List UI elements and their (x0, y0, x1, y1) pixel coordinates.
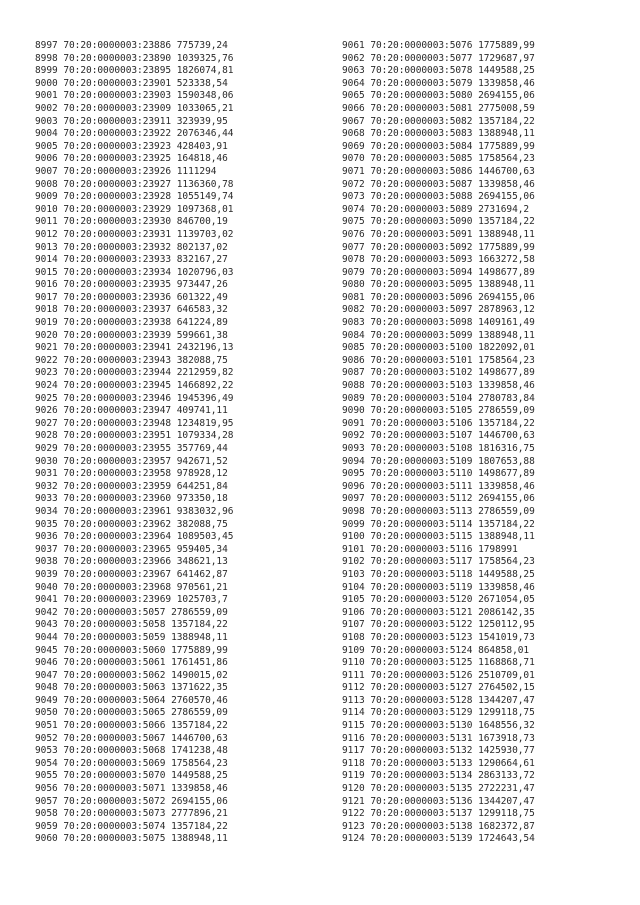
list-item: 9083 70:20:0000003:5098 1409161,49 (342, 317, 535, 329)
list-item: 9018 70:20:0000003:23937 646583,32 (35, 304, 228, 316)
list-item: 9021 70:20:0000003:23941 2432196,13 (35, 342, 234, 354)
list-item: 9070 70:20:0000003:5085 1758564,23 (342, 153, 535, 165)
list-item: 9100 70:20:0000003:5115 1388948,11 (342, 531, 535, 543)
list-item: 9081 70:20:0000003:5096 2694155,06 (342, 291, 535, 303)
list-item: 9088 70:20:0000003:5103 1339858,46 (342, 380, 535, 392)
list-item: 9056 70:20:0000003:5071 1339858,46 (35, 783, 228, 795)
list-item: 9022 70:20:0000003:23943 382088,75 (35, 354, 228, 366)
list-item: 9093 70:20:0000003:5108 1816316,75 (342, 443, 535, 454)
list-item: 9113 70:20:0000003:5128 1344207,47 (342, 694, 535, 706)
list-item: 9060 70:20:0000003:5075 1388948,11 (35, 833, 228, 845)
list-item: 9105 70:20:0000003:5120 2671054,05 (342, 594, 535, 606)
list-item: 9087 70:20:0000003:5102 1498677,89 (342, 367, 535, 379)
list-item: 9062 70:20:0000003:5077 1729687,97 (342, 52, 535, 64)
list-item: 9039 70:20:0000003:23967 641462,87 (35, 568, 228, 580)
list-item: 9073 70:20:0000003:5088 2694155,06 (342, 191, 535, 203)
list-item: 9074 70:20:0000003:5089 2731694,2 (342, 203, 530, 215)
list-item: 9033 70:20:0000003:23960 973350,18 (35, 493, 228, 505)
list-item: 9067 70:20:0000003:5082 1357184,22 (342, 115, 535, 127)
list-item: 9103 70:20:0000003:5118 1449588,25 (342, 568, 535, 580)
list-item: 9092 70:20:0000003:5107 1446700,63 (342, 430, 535, 442)
list-item: 9107 70:20:0000003:5122 1250112,95 (342, 619, 535, 631)
list-item: 9104 70:20:0000003:5119 1339858,46 (342, 581, 535, 593)
list-item: 8998 70:20:0000003:23890 1039325,76 (35, 52, 234, 64)
list-item: 9086 70:20:0000003:5101 1758564,23 (342, 354, 535, 366)
list-item: 9078 70:20:0000003:5093 1663272,58 (342, 254, 535, 266)
list-item: 9066 70:20:0000003:5081 2775008,59 (342, 102, 535, 114)
list-item: 9082 70:20:0000003:5097 2878963,12 (342, 304, 535, 316)
list-item: 9001 70:20:0000003:23903 1590348,06 (35, 90, 234, 102)
list-item: 9027 70:20:0000003:23948 1234819,95 (35, 417, 234, 429)
list-item: 9064 70:20:0000003:5079 1339858,46 (342, 77, 535, 89)
list-item: 9024 70:20:0000003:23945 1466892,22 (35, 380, 234, 392)
list-item: 9096 70:20:0000003:5111 1339858,46 (342, 480, 535, 492)
list-item: 9090 70:20:0000003:5105 2786559,09 (342, 405, 535, 417)
list-item: 9101 70:20:0000003:5116 1798991 (342, 543, 518, 555)
list-item: 9008 70:20:0000003:23927 1136360,78 (35, 178, 234, 190)
list-item: 9035 70:20:0000003:23962 382088,75 (35, 518, 228, 530)
list-item: 9057 70:20:0000003:5072 2694155,06 (35, 795, 228, 807)
list-item: 9052 70:20:0000003:5067 1446700,63 (35, 732, 228, 744)
list-item: 9002 70:20:0000003:23909 1033065,21 (35, 102, 234, 114)
list-item: 9043 70:20:0000003:5058 1357184,22 (35, 619, 228, 631)
list-item: 9110 70:20:0000003:5125 1168868,71 (342, 657, 535, 669)
list-item: 9098 70:20:0000003:5113 2786559,09 (342, 505, 535, 517)
list-item: 9005 70:20:0000003:23923 428403,91 (35, 140, 228, 152)
list-item: 9032 70:20:0000003:23959 644251,84 (35, 480, 228, 492)
list-item: 8999 70:20:0000003:23895 1826074,81 (35, 65, 234, 77)
list-item: 9048 70:20:0000003:5063 1371622,35 (35, 682, 228, 694)
list-item: 9036 70:20:0000003:23964 1089503,45 (35, 531, 234, 543)
list-item: 9112 70:20:0000003:5127 2764502,15 (342, 682, 535, 694)
list-item: 9023 70:20:0000003:23944 2212959,82 (35, 367, 234, 379)
list-item: 9042 70:20:0000003:5057 2786559,09 (35, 606, 228, 618)
list-item: 9059 70:20:0000003:5074 1357184,22 (35, 820, 228, 832)
list-item: 9041 70:20:0000003:23969 1025703,7 (35, 594, 228, 606)
list-item: 9122 70:20:0000003:5137 1299118,75 (342, 808, 535, 820)
list-item: 9097 70:20:0000003:5112 2694155,06 (342, 493, 535, 505)
list-item: 9058 70:20:0000003:5073 2777896,21 (35, 808, 228, 820)
list-item: 9068 70:20:0000003:5083 1388948,11 (342, 128, 535, 140)
list-item: 9029 70:20:0000003:23955 357769,44 (35, 443, 228, 454)
list-item: 9063 70:20:0000003:5078 1449588,25 (342, 65, 535, 77)
list-item: 9117 70:20:0000003:5132 1425930,77 (342, 745, 535, 757)
list-item: 9040 70:20:0000003:23968 970561,21 (35, 581, 228, 593)
list-item: 9045 70:20:0000003:5060 1775889,99 (35, 644, 228, 656)
list-item: 9007 70:20:0000003:23926 1111294 (35, 165, 217, 177)
list-item: 9065 70:20:0000003:5080 2694155,06 (342, 90, 535, 102)
list-item: 9120 70:20:0000003:5135 2722231,47 (342, 783, 535, 795)
list-item: 9013 70:20:0000003:23932 802137,02 (35, 241, 228, 253)
list-item: 9115 70:20:0000003:5130 1648556,32 (342, 720, 535, 732)
list-item: 9089 70:20:0000003:5104 2780783,84 (342, 392, 535, 404)
list-item: 9011 70:20:0000003:23930 846700,19 (35, 216, 228, 228)
list-item: 9012 70:20:0000003:23931 1139703,02 (35, 228, 234, 240)
list-item: 9053 70:20:0000003:5068 1741238,48 (35, 745, 228, 757)
list-item: 9099 70:20:0000003:5114 1357184,22 (342, 518, 535, 530)
list-item: 9094 70:20:0000003:5109 1807653,88 (342, 455, 535, 467)
list-item: 9006 70:20:0000003:23925 164818,46 (35, 153, 228, 165)
list-item: 9017 70:20:0000003:23936 601322,49 (35, 291, 228, 303)
list-item: 9031 70:20:0000003:23958 978928,12 (35, 468, 228, 480)
list-item: 9026 70:20:0000003:23947 409741,11 (35, 405, 228, 417)
list-item: 9054 70:20:0000003:5069 1758564,23 (35, 757, 228, 769)
list-item: 9095 70:20:0000003:5110 1498677,89 (342, 468, 535, 480)
list-item: 9020 70:20:0000003:23939 599661,38 (35, 329, 228, 341)
list-item: 9049 70:20:0000003:5064 2760570,46 (35, 694, 228, 706)
list-item: 9003 70:20:0000003:23911 323939,95 (35, 115, 228, 127)
list-item: 9077 70:20:0000003:5092 1775889,99 (342, 241, 535, 253)
list-item: 9004 70:20:0000003:23922 2076346,44 (35, 128, 234, 140)
list-item: 9014 70:20:0000003:23933 832167,27 (35, 254, 228, 266)
list-item: 9069 70:20:0000003:5084 1775889,99 (342, 140, 535, 152)
list-item: 9055 70:20:0000003:5070 1449588,25 (35, 770, 228, 782)
list-item: 9111 70:20:0000003:5126 2510709,01 (342, 669, 535, 681)
list-item: 9072 70:20:0000003:5087 1339858,46 (342, 178, 535, 190)
list-item: 9010 70:20:0000003:23929 1097368,01 (35, 203, 234, 215)
list-item: 9114 70:20:0000003:5129 1299118,75 (342, 707, 535, 719)
list-item: 9044 70:20:0000003:5059 1388948,11 (35, 631, 228, 643)
list-item: 9030 70:20:0000003:23957 942671,52 (35, 455, 228, 467)
list-item: 9061 70:20:0000003:5076 1775889,99 (342, 40, 535, 51)
list-item: 9051 70:20:0000003:5066 1357184,22 (35, 720, 228, 732)
list-item: 9037 70:20:0000003:23965 959405,34 (35, 543, 228, 555)
list-item: 9116 70:20:0000003:5131 1673918,73 (342, 732, 535, 744)
list-item: 9075 70:20:0000003:5090 1357184,22 (342, 216, 535, 228)
list-item: 9015 70:20:0000003:23934 1020796,03 (35, 266, 234, 278)
list-item: 9123 70:20:0000003:5138 1682372,87 (342, 820, 535, 832)
list-item: 9102 70:20:0000003:5117 1758564,23 (342, 556, 535, 568)
list-item: 9091 70:20:0000003:5106 1357184,22 (342, 417, 535, 429)
list-item: 9050 70:20:0000003:5065 2786559,09 (35, 707, 228, 719)
list-item: 9124 70:20:0000003:5139 1724643,54 (342, 833, 535, 845)
list-item: 9109 70:20:0000003:5124 864858,01 (342, 644, 530, 656)
list-item: 9076 70:20:0000003:5091 1388948,11 (342, 228, 535, 240)
list-item: 9084 70:20:0000003:5099 1388948,11 (342, 329, 535, 341)
list-item: 8997 70:20:0000003:23886 775739,24 (35, 40, 228, 51)
list-item: 9034 70:20:0000003:23961 9383032,96 (35, 505, 234, 517)
list-item: 9108 70:20:0000003:5123 1541019,73 (342, 631, 535, 643)
list-item: 9079 70:20:0000003:5094 1498677,89 (342, 266, 535, 278)
list-item: 9106 70:20:0000003:5121 2086142,35 (342, 606, 535, 618)
list-item: 9071 70:20:0000003:5086 1446700,63 (342, 165, 535, 177)
list-item: 9025 70:20:0000003:23946 1945396,49 (35, 392, 234, 404)
list-item: 9019 70:20:0000003:23938 641224,89 (35, 317, 228, 329)
list-item: 9080 70:20:0000003:5095 1388948,11 (342, 279, 535, 291)
list-item: 9028 70:20:0000003:23951 1079334,28 (35, 430, 234, 442)
list-item: 9016 70:20:0000003:23935 973447,26 (35, 279, 228, 291)
list-item: 9085 70:20:0000003:5100 1822092,01 (342, 342, 535, 354)
list-item: 9119 70:20:0000003:5134 2863133,72 (342, 770, 535, 782)
list-item: 9046 70:20:0000003:5061 1761451,86 (35, 657, 228, 669)
list-item: 9038 70:20:0000003:23966 348621,13 (35, 556, 228, 568)
list-item: 9000 70:20:0000003:23901 523338,54 (35, 77, 228, 89)
left-column (35, 40, 233, 846)
list-item: 9121 70:20:0000003:5136 1344207,47 (342, 795, 535, 807)
list-item: 9047 70:20:0000003:5062 1490015,02 (35, 669, 228, 681)
list-item: 9009 70:20:0000003:23928 1055149,74 (35, 191, 234, 203)
list-item: 9118 70:20:0000003:5133 1290664,61 (342, 757, 535, 769)
right-column (342, 40, 535, 846)
